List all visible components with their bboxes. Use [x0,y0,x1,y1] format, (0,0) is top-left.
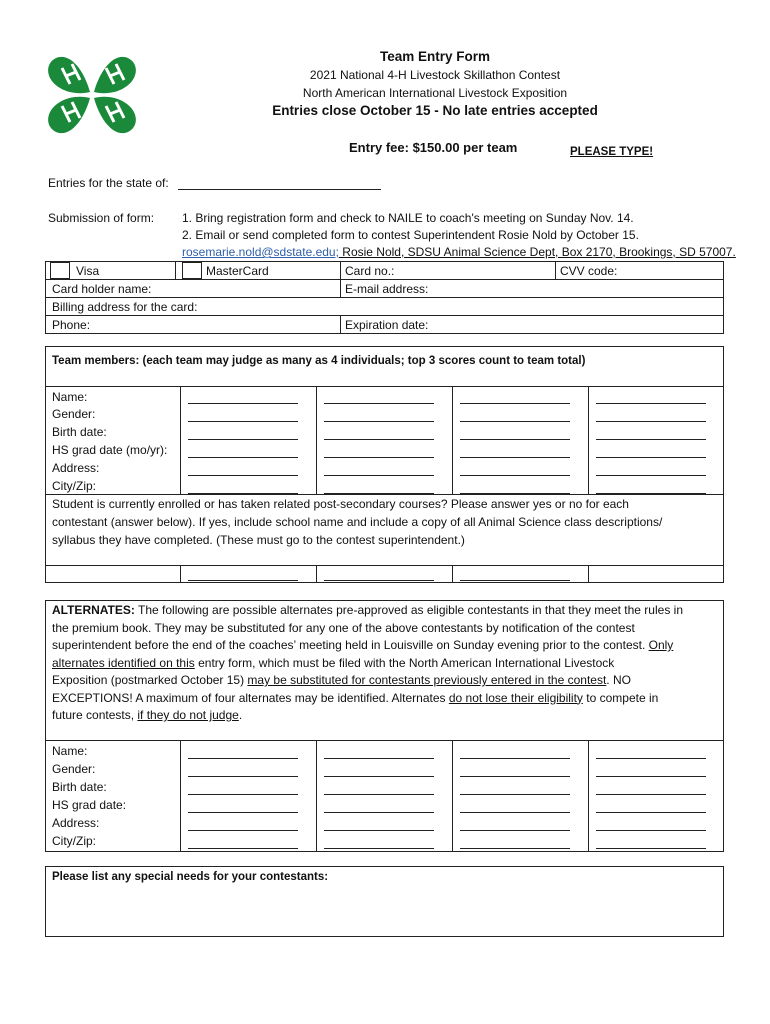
alternate-input-r3-c2[interactable] [324,794,434,795]
team-field-city-zip: City/Zip: [52,479,97,493]
form-title: Team Entry Form [379,49,491,64]
deadline-notice: Entries close October 15 - No late entries accepted [272,103,598,118]
alternates-text: the premium book. They may be substituted for any one of the above contestants by notification of the contest [52,620,635,635]
exposition-name: North American International Livestock Exposition [302,86,568,100]
alternate-input-r4-c2[interactable] [324,812,434,813]
special-needs-label: Please list any special needs for your contestants: [52,871,329,883]
alternate-input-r1-c2[interactable] [324,758,434,759]
alternate-input-r2-c4[interactable] [596,776,706,777]
enrollment-question-line-2: contestant (answer below). If yes, include school name and include a copy of all Animal Science class descriptions/ [52,515,663,529]
h-marks-icon [62,64,124,122]
team-input-r6-c2[interactable] [324,493,434,494]
team-input-r6-c4[interactable] [596,493,706,494]
visa-checkbox[interactable] [50,262,70,279]
alternate-field-city-zip: City/Zip: [52,834,97,848]
alternate-input-r1-c1[interactable] [188,758,298,759]
alternate-field-gender: Gender: [52,762,96,776]
alternates-emphasis: if they do not judge [137,708,239,722]
alternates-text: Exposition (postmarked October 15) [52,673,248,687]
team-input-r4-c4[interactable] [596,457,706,458]
team-input-r2-c1[interactable] [188,421,298,422]
team-input-r5-c3[interactable] [460,475,570,476]
team-input-r5-c1[interactable] [188,475,298,476]
team-input-r5-c2[interactable] [324,475,434,476]
mastercard-label: MasterCard [206,264,269,278]
team-input-r1-c1[interactable] [188,403,298,404]
team-input-r4-c1[interactable] [188,457,298,458]
alternate-input-r5-c2[interactable] [324,830,434,831]
alternates-text: . [238,708,243,722]
alternates-text: The following are possible alternates pre-approved as eligible contestants in that they meet the rules in [134,603,683,617]
team-field-name: Name: [52,390,88,404]
state-label: Entries for the state of: [48,176,169,190]
team-input-r4-c3[interactable] [460,457,570,458]
submission-step-2: 2. Email or send completed form to contest Superintendent Rosie Nold by October 15. [182,228,639,242]
visa-label: Visa [76,264,100,278]
team-input-r6-c3[interactable] [460,493,570,494]
alternates-text: to compete in [582,690,659,705]
team-field-birth-date: Birth date: [52,425,107,439]
superintendent-address: Rosie Nold, SDSU Animal Science Dept, Box 2170, Brookings, SD 57007. [338,245,736,259]
card-number-field[interactable]: Card no.: [345,264,395,278]
alternate-input-r5-c1[interactable] [188,830,298,831]
card-holder-field[interactable]: Card holder name: [52,282,152,296]
alternate-input-r1-c3[interactable] [460,758,570,759]
enrollment-question-line-1: Student is currently enrolled or has taken related post-secondary courses? Please answer yes or no for each [52,497,629,511]
submission-address-line [182,243,736,261]
alternate-input-r6-c1[interactable] [188,848,298,849]
alternate-input-r3-c4[interactable] [596,794,706,795]
alternate-field-address: Address: [52,816,100,830]
alternate-field-grad-date: HS grad date: [52,798,127,812]
contest-name: 2021 National 4-H Livestock Skillathon Contest [309,68,561,82]
team-input-r2-c3[interactable] [460,421,570,422]
alternate-input-r6-c2[interactable] [324,848,434,849]
team-input-r5-c4[interactable] [596,475,706,476]
alternates-paragraph [52,602,722,725]
alternate-field-name: Name: [52,744,88,758]
team-field-grad-date: HS grad date (mo/yr): [52,443,168,457]
enrollment-answer-2[interactable] [324,580,434,581]
alternate-input-r5-c3[interactable] [460,830,570,831]
team-input-r1-c3[interactable] [460,403,570,404]
team-input-r3-c2[interactable] [324,439,434,440]
alternate-input-r3-c1[interactable] [188,794,298,795]
alternates-text: . NO [606,673,631,687]
alternate-input-r5-c4[interactable] [596,830,706,831]
4h-clover-logo [40,44,144,148]
alternate-input-r6-c3[interactable] [460,848,570,849]
alternate-input-r4-c1[interactable] [188,812,298,813]
alternate-input-r2-c3[interactable] [460,776,570,777]
phone-field[interactable]: Phone: [52,318,91,332]
alternate-input-r6-c4[interactable] [596,848,706,849]
mastercard-checkbox[interactable] [182,262,202,279]
email-field[interactable]: E-mail address: [345,282,429,296]
alternate-input-r4-c4[interactable] [596,812,706,813]
expiration-date-field[interactable]: Expiration date: [345,318,429,332]
enrollment-question-line-3: syllabus they have completed. (These must go to the contest superintendent.) [52,533,465,547]
enrollment-answer-3[interactable] [460,580,570,581]
alternates-emphasis: may be substituted for contestants previously entered in the contest [247,673,607,687]
enrollment-answer-1[interactable] [188,580,298,581]
team-input-r1-c2[interactable] [324,403,434,404]
alternate-input-r2-c1[interactable] [188,776,298,777]
submission-label: Submission of form: [48,211,155,225]
team-input-r2-c4[interactable] [596,421,706,422]
alternate-input-r2-c2[interactable] [324,776,434,777]
billing-address-field[interactable]: Billing address for the card: [52,300,198,314]
team-input-r3-c3[interactable] [460,439,570,440]
team-input-r2-c2[interactable] [324,421,434,422]
alternate-input-r1-c4[interactable] [596,758,706,759]
team-field-gender: Gender: [52,407,96,421]
alternates-text: entry form, which must be filed with the North American International Livestock [194,655,615,670]
alternates-text: EXCEPTIONS! A maximum of four alternates may be identified. Alternates [52,690,449,705]
alternates-emphasis: alternates identified on this [52,655,195,670]
superintendent-email-link[interactable]: rosemarie.nold@sdstate.edu; [182,245,339,259]
team-members-heading: Team members: (each team may judge as many as 4 individuals; top 3 scores count to team total) [52,355,586,367]
alternate-field-birth-date: Birth date: [52,780,107,794]
alternates-emphasis: Only [648,638,674,652]
alternate-input-r4-c3[interactable] [460,812,570,813]
alternates-emphasis: do not lose their eligibility [448,690,583,705]
clover-leaves-icon [48,57,136,133]
team-field-address: Address: [52,461,100,475]
alternates-text: future contests, [52,708,138,722]
team-input-r4-c2[interactable] [324,457,434,458]
cvv-field[interactable]: CVV code: [560,264,618,278]
team-input-r3-c1[interactable] [188,439,298,440]
submission-step-1: 1. Bring registration form and check to NAILE to coach's meeting on Sunday Nov. 14. [182,211,634,225]
alternates-label: ALTERNATES: [52,603,135,617]
team-input-r3-c4[interactable] [596,439,706,440]
team-input-r1-c4[interactable] [596,403,706,404]
entry-fee: Entry fee: $150.00 per team [349,140,518,155]
please-type-notice: PLEASE TYPE! [570,146,654,158]
team-input-r6-c1[interactable] [188,493,298,494]
alternates-text: superintendent before the end of the coaches’ meeting held in Louisville on Sunday evening prior to the contest. [52,638,649,652]
state-input-line[interactable] [178,189,381,190]
alternate-input-r3-c3[interactable] [460,794,570,795]
